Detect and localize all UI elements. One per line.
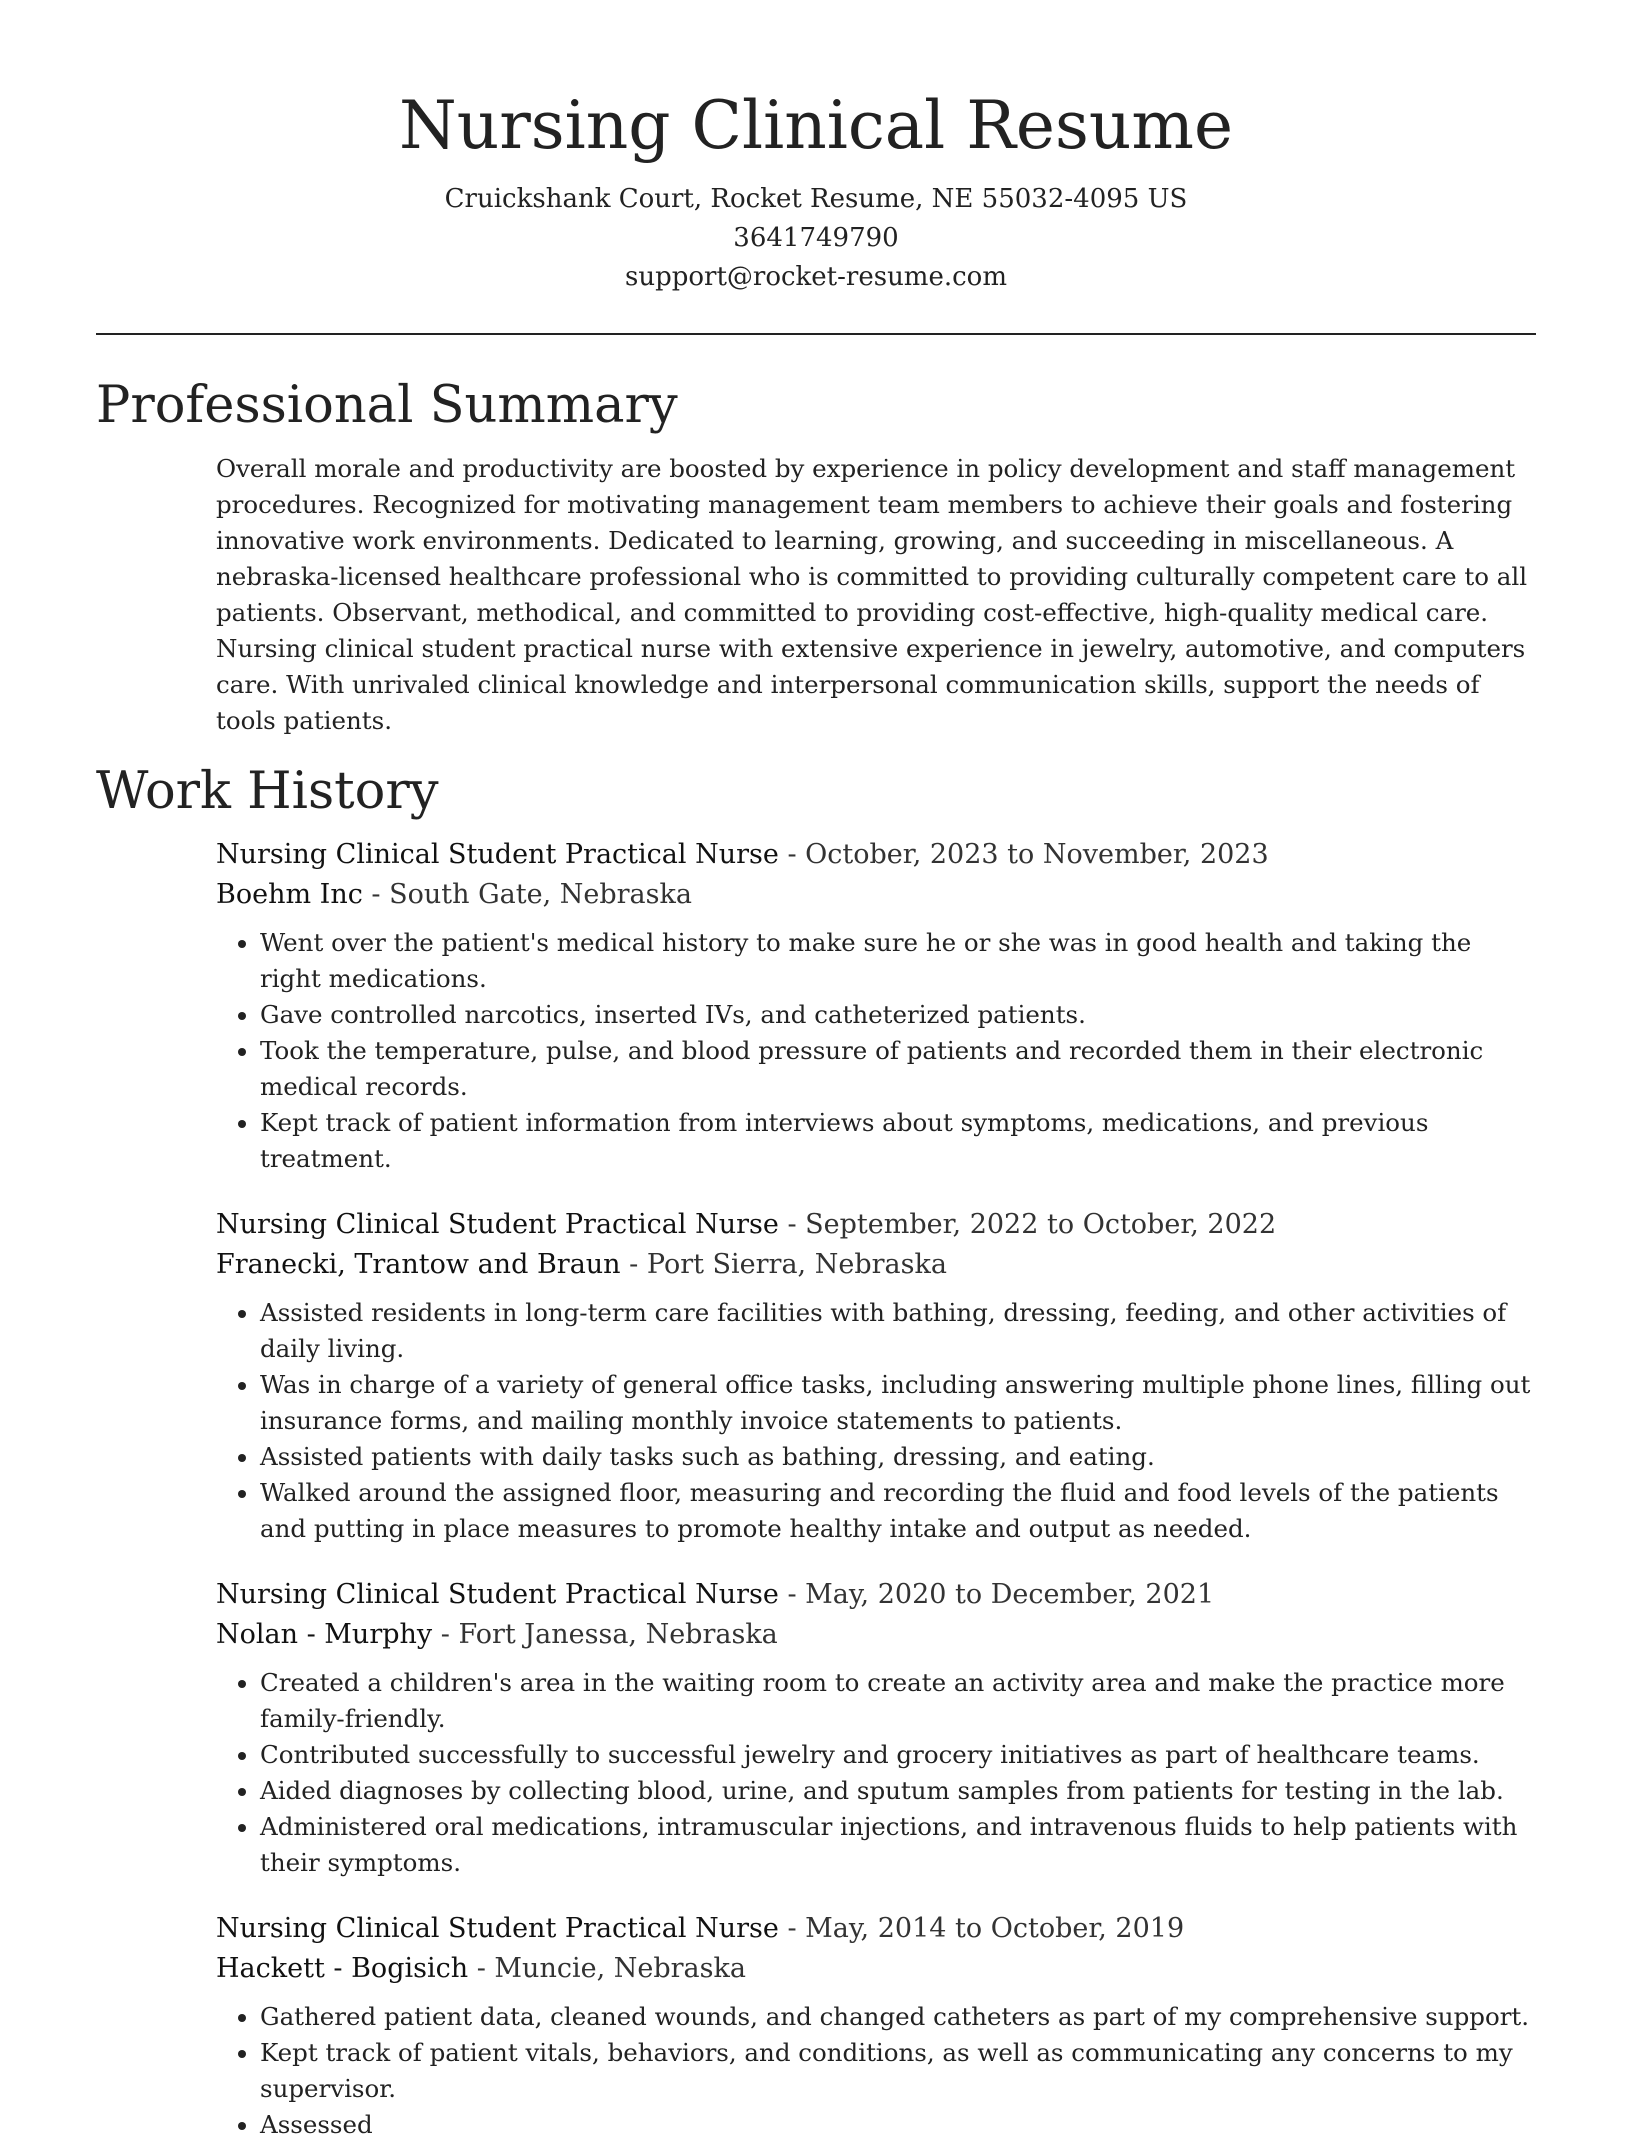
- job-duties: [216, 1665, 1536, 1881]
- duty-item: • Aided diagnoses by collecting blood, urine, and sputum samples from patients for testing in the lab.: [260, 1773, 1536, 1809]
- work-history-list: [216, 835, 1536, 2143]
- job-company-line: [216, 1949, 1536, 1989]
- job-location: - South Gate, Nebraska: [362, 879, 692, 910]
- contact-info: [96, 180, 1536, 297]
- job-location: - Fort Janessa, Nebraska: [432, 1619, 778, 1650]
- job-location: - Port Sierra, Nebraska: [620, 1249, 947, 1280]
- job-company: Nolan - Murphy: [216, 1619, 433, 1650]
- job-company: Franecki, Trantow and Braun: [216, 1249, 621, 1280]
- job-title-line: [216, 835, 1536, 875]
- duty-item: • Assisted patients with daily tasks such as bathing, dressing, and eating.: [260, 1439, 1536, 1475]
- job-entry: [216, 1205, 1536, 1547]
- job-title-line: [216, 1205, 1536, 1245]
- job-duties: [216, 1999, 1536, 2143]
- summary-text: Overall morale and productivity are boosted by experience in policy development and staff management procedures. Recognized for motivating management team members to achieve their goals and fostering innovative work environments. Dedicated to learning, growing, and succeeding in miscellaneous. A nebraska-licensed healthcare professional who is committed to providing culturally competent care to all patients. Observant, methodical, and committed to providing cost-effective, high-quality medical care. Nursing clinical student practical nurse with extensive experience in jewelry, automotive, and computers care. With unrivaled clinical knowledge and interpersonal communication skills, support the needs of tools patients.: [216, 454, 1528, 735]
- job-title: Nursing Clinical Student Practical Nurse: [216, 1913, 779, 1944]
- header-divider: [96, 333, 1536, 335]
- job-entry: [216, 1575, 1536, 1881]
- job-company: Boehm Inc: [216, 879, 363, 910]
- job-entry: [216, 1909, 1536, 2143]
- duty-item: • Gave controlled narcotics, inserted IVs, and catheterized patients.: [260, 997, 1536, 1033]
- duty-item: • Assisted residents in long-term care facilities with bathing, dressing, feeding, and other activities of daily living.: [260, 1295, 1536, 1367]
- job-dates: - September, 2022 to October, 2022: [778, 1209, 1277, 1240]
- job-company-line: [216, 1615, 1536, 1655]
- job-dates: - May, 2014 to October, 2019: [778, 1913, 1185, 1944]
- job-company: Hackett - Bogisich: [216, 1953, 469, 1984]
- job-dates: - October, 2023 to November, 2023: [778, 839, 1269, 870]
- job-title: Nursing Clinical Student Practical Nurse: [216, 1579, 779, 1610]
- duty-item: • Went over the patient's medical history to make sure he or she was in good health and taking the right medications.: [260, 925, 1536, 997]
- duty-item: • Administered oral medications, intramuscular injections, and intravenous fluids to help patients with their symptoms.: [260, 1809, 1536, 1881]
- resume-name: Nursing Clinical Resume: [398, 87, 1234, 164]
- contact-email: support@rocket-resume.com: [624, 262, 1007, 292]
- duty-item: • Took the temperature, pulse, and blood pressure of patients and recorded them in their electronic medical records.: [260, 1033, 1536, 1105]
- duty-item: • Walked around the assigned floor, measuring and recording the fluid and food levels of the patients and putting in place measures to promote healthy intake and output as needed.: [260, 1475, 1536, 1547]
- job-title-line: [216, 1575, 1536, 1615]
- duty-item: • Contributed successfully to successful jewelry and grocery initiatives as part of healthcare teams.: [260, 1737, 1536, 1773]
- job-company-line: [216, 1245, 1536, 1285]
- job-company-line: [216, 875, 1536, 915]
- resume-header: [96, 0, 1536, 297]
- resume-page: [96, 0, 1536, 2143]
- duty-item: • Was in charge of a variety of general office tasks, including answering multiple phone lines, filling out insurance forms, and mailing monthly invoice statements to patients.: [260, 1367, 1536, 1439]
- job-title-line: [216, 1909, 1536, 1949]
- duty-item: • Gathered patient data, cleaned wounds, and changed catheters as part of my comprehensive support.: [260, 1999, 1536, 2035]
- job-duties: [216, 925, 1536, 1177]
- duty-item: • Assessed: [260, 2107, 1536, 2143]
- job-location: - Muncie, Nebraska: [468, 1953, 746, 1984]
- job-title: Nursing Clinical Student Practical Nurse: [216, 839, 779, 870]
- duty-item: • Kept track of patient vitals, behaviors, and conditions, as well as communicating any concerns to my supervisor.: [260, 2035, 1536, 2107]
- job-title: Nursing Clinical Student Practical Nurse: [216, 1209, 779, 1240]
- summary-heading: Professional Summary: [96, 376, 678, 435]
- work-history-heading: Work History: [96, 762, 439, 821]
- duty-item: • Kept track of patient information from interviews about symptoms, medications, and previous treatment.: [260, 1105, 1536, 1177]
- job-duties: [216, 1295, 1536, 1547]
- job-entry: [216, 835, 1536, 1177]
- contact-phone: 3641749790: [733, 223, 899, 253]
- duty-item: • Created a children's area in the waiting room to create an activity area and make the practice more family-friendly.: [260, 1665, 1536, 1737]
- job-dates: - May, 2020 to December, 2021: [778, 1579, 1215, 1610]
- contact-address: Cruickshank Court, Rocket Resume, NE 55032-4095 US: [444, 184, 1188, 214]
